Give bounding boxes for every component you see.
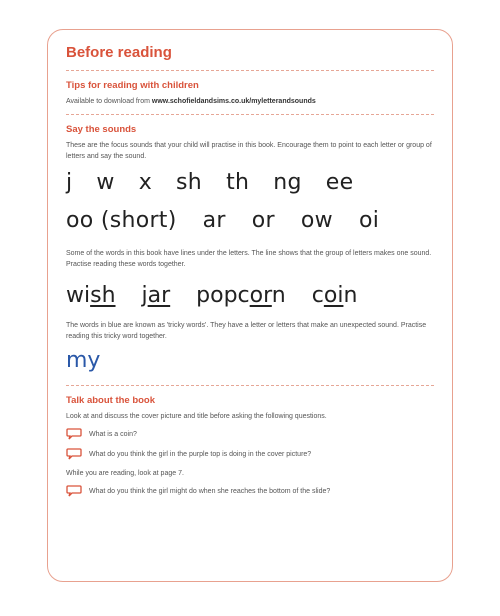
practice-word: popcorn [196, 282, 286, 308]
before-reading-card [47, 29, 453, 582]
practice-word: wish [66, 282, 116, 308]
sound: j [66, 170, 73, 195]
sounds-row-2 [66, 208, 434, 242]
tricky-word: my [66, 348, 101, 373]
tips-url[interactable]: www.schofieldandsims.co.uk/myletterandsounds [151, 98, 316, 105]
underline-note: Some of the words in this book have lines under the letters. The line shows that the group of letters makes one sound. Practise reading these words together. [66, 250, 432, 268]
divider [66, 114, 434, 115]
tips-prefix: Available to download from [66, 98, 152, 105]
tips-heading: Tips for reading with children [66, 80, 199, 91]
sound: ee [325, 170, 354, 195]
page-title: Before reading [66, 44, 172, 61]
tips-text [66, 96, 434, 107]
talk-intro: Look at and discuss the cover picture and title before asking the following questions. [66, 413, 327, 420]
practice-word: coin [311, 282, 358, 308]
talk-heading: Talk about the book [66, 395, 156, 406]
tricky-note: The words in blue are known as 'tricky words'. They have a letter or letters that make an unexpected sound. Practise reading this tricky word together. [66, 322, 427, 340]
practice-words [66, 278, 434, 312]
question-item [66, 448, 434, 460]
speech-bubble-icon [66, 485, 82, 497]
sound: oo (short) [66, 208, 177, 233]
question-text: What do you think the girl might do when she reaches the bottom of the slide? [89, 487, 331, 495]
sound: x [138, 170, 153, 195]
sounds-row-1 [66, 170, 434, 204]
sound: or [251, 208, 275, 233]
question-text: What do you think the girl in the purple top is doing in the cover picture? [89, 450, 312, 458]
sound: th [226, 170, 250, 195]
question-text: What is a coin? [89, 430, 137, 438]
sound: sh [176, 170, 203, 195]
question-item [66, 428, 434, 440]
sound: ng [273, 170, 302, 195]
sounds-heading: Say the sounds [66, 124, 137, 135]
speech-bubble-icon [66, 428, 82, 440]
sound: ow [300, 208, 333, 233]
speech-bubble-icon [66, 448, 82, 460]
sound: ar [202, 208, 226, 233]
practice-word: jar [141, 282, 171, 308]
divider [66, 385, 434, 386]
sounds-instructions: These are the focus sounds that your child will practise in this book. Encourage them to point to each letter or group of letters and say the sound. [66, 142, 432, 160]
sound: w [96, 170, 115, 195]
sound: oi [358, 208, 380, 233]
question-item [66, 485, 434, 497]
divider [66, 70, 434, 71]
talk-mid: While you are reading, look at page 7. [66, 470, 184, 477]
